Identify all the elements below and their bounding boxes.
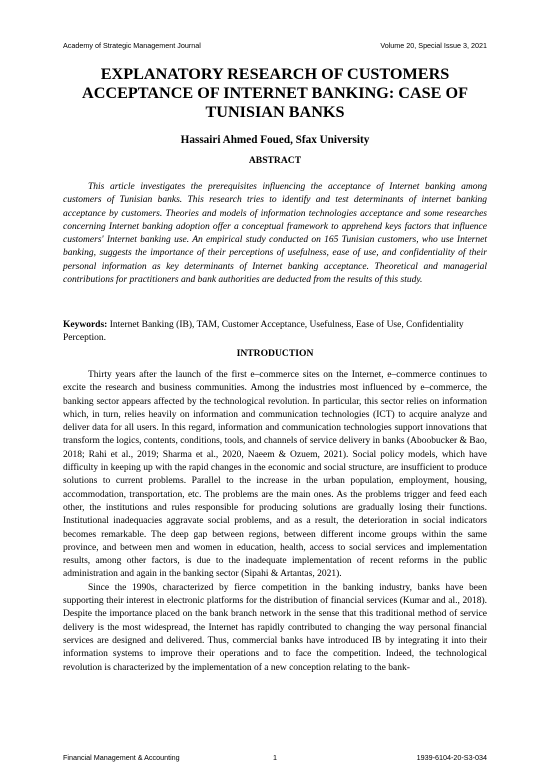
introduction-paragraph-1: Thirty years after the launch of the first e–commerce sites on the Internet, e–commerce continues to excite the research and business communities. Among the industries most influenced by e–commerce, the banking sector appears affected by the technological revolution. In particular, this sector relies on information which, in turn, relies heavily on information and communication technologies (ICT) to acquire analyze and deliver data for all users. In this regard, information and communication technologies support innovations that transform the logics, contents, conditions, tools, and channels of service delivery in banks (Aboobucker & Bao, 2018; Rahi et al., 2019; Sharma et al., 2020, Naeem & Ozuem, 2021). Social policy models, which have difficulty in keeping up with the rapid changes in the economic and social structure, are insufficient to produce solutions to current problems. Parallel to the increase in the urban population, employment, housing, accommodation, transportation, etc. The problems are the main ones. As the problems trigger and feed each other, the institutions and rules responsible for producing solutions are gradually losing their functions. Institutional inadequacies aggravate social problems, and as a result, the deterioration in social indicators becomes remarkable. The deep gap between regions, between different income groups within the same province, and between men and women in education, health, access to social services and implementation results, among other factors, is due to the inadequate implementation of recent reforms in the public administration and again in the banking sector (Sipahi & Artantas, 2021).: [63, 370, 487, 580]
introduction-paragraph-2: Since the 1990s, characterized by fierce competition in the banking industry, banks have been supporting their interest in electronic platforms for the distribution of financial services (Kumar and al., 2018). Despite the importance placed on the bank branch network in the sense that this traditional method of service delivery is the most widespread, the Internet has rapidly contributed to changing the way personal financial services are designed and delivered. Thus, commercial banks have introduced IB by integrating it into their information systems to improve their operations and to face the competition. Indeed, the technological revolution is characterized by the implementation of a new conception relating to the bank-: [63, 582, 487, 673]
keywords-text: Internet Banking (IB), TAM, Customer Acceptance, Usefulness, Ease of Use, Confidentiality Perception.: [63, 320, 464, 344]
volume-info: Volume 20, Special Issue 3, 2021: [380, 41, 487, 50]
keywords-label: Keywords:: [63, 320, 108, 330]
journal-name: Academy of Strategic Management Journal: [63, 41, 201, 50]
abstract-text: This article investigates the prerequisites influencing the acceptance of Internet banking among customers of Tunisian banks. This research tries to identify and test determinants of internet banking acceptance by customers. Theories and models of information technologies acceptance and some researches concerning Internet banking adoption offer a conceptual framework to apprehend keys factors that influence customers' Internet banking use. An empirical study conducted on 165 Tunisian customers, who use Internet banking, suggests the importance of their perceptions of usefulness, ease of use, and confidentiality of their personal information as key determinants of Internet banking acceptance. Theoretical and managerial contributions for practitioners and bank authorities are deducted from the results of this study.: [63, 182, 487, 286]
article-title: EXPLANATORY RESEARCH OF CUSTOMERS ACCEPTANCE OF INTERNET BANKING: CASE OF TUNISIAN BANKS: [82, 65, 468, 121]
page-number: 1: [273, 753, 277, 762]
introduction-heading: INTRODUCTION: [236, 348, 314, 359]
footer-journal-section: Financial Management & Accounting: [63, 753, 180, 762]
running-header: [63, 41, 487, 50]
running-footer: [63, 753, 487, 762]
introduction-body: [63, 369, 487, 675]
keywords-line: [63, 319, 487, 346]
article-identifier: 1939-6104-20-S3-034: [416, 753, 487, 762]
author-line: Hassairi Ahmed Foued, Sfax University: [180, 134, 370, 146]
abstract-heading: ABSTRACT: [248, 155, 302, 166]
